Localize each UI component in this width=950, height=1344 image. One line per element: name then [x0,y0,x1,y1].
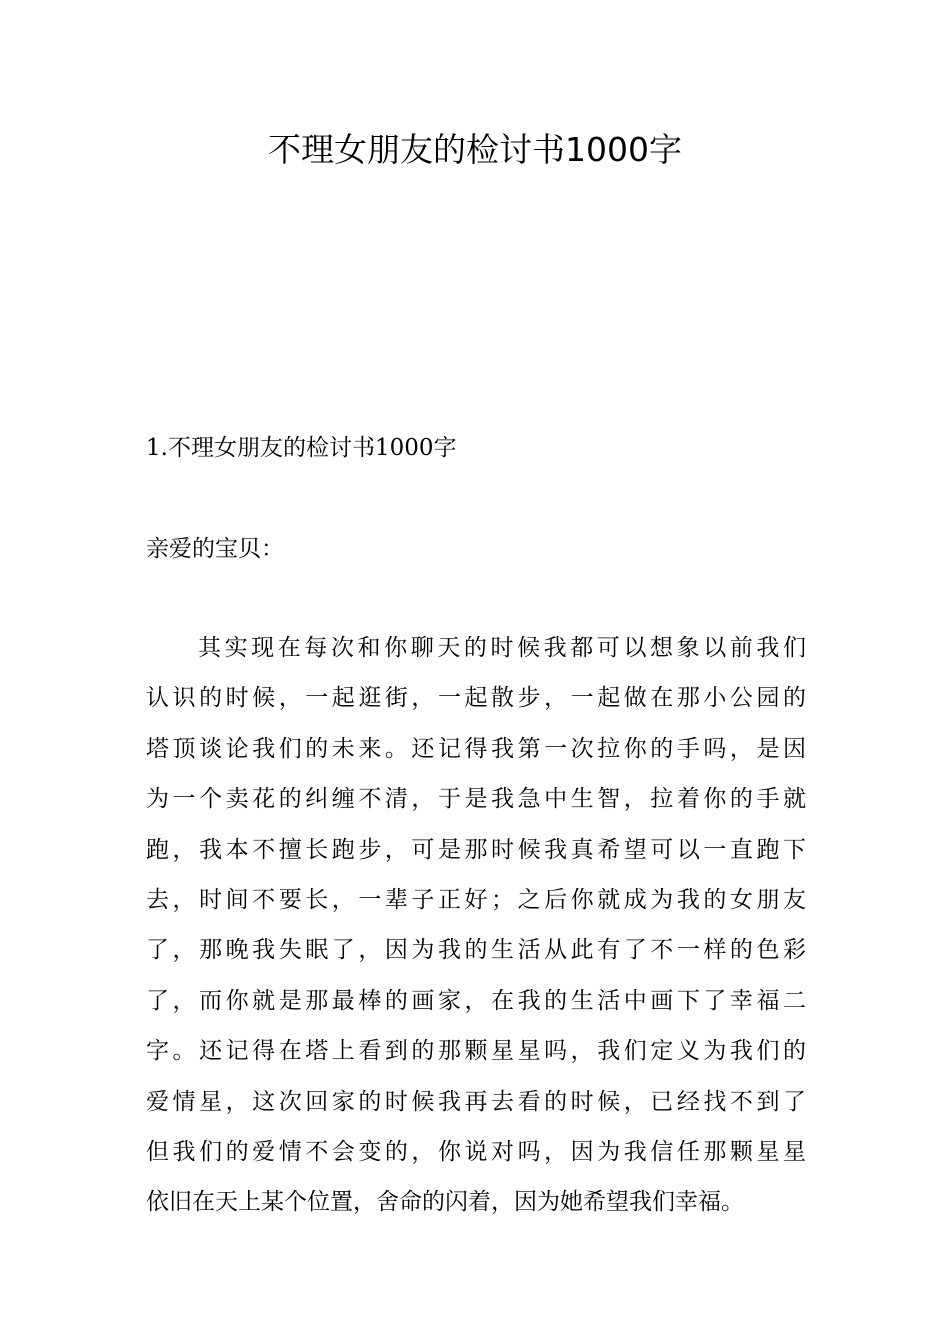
paragraph-line-5: 跑，我本不擅长跑步，可是那时候我真希望可以一直跑下 [146,836,806,863]
paragraph-line-4: 为一个卖花的纠缠不清，于是我急中生智，拉着你的手就 [146,786,806,813]
salutation: 亲爱的宝贝： [146,536,284,562]
paragraph-line-7: 了，那晚我失眠了，因为我的生活从此有了不一样的色彩 [146,937,806,964]
paragraph-line-2: 认识的时候，一起逛街，一起散步，一起做在那小公园的 [146,685,806,712]
paragraph-line-6: 去，时间不要长，一辈子正好；之后你就成为我的女朋友 [146,886,806,913]
paragraph-line-1: 其实现在每次和你聊天的时候我都可以想象以前我们 [198,635,806,661]
paragraph-line-8: 了，而你就是那最棒的画家，在我的生活中画下了幸福二 [146,987,806,1014]
paragraph-line-9: 字。还记得在塔上看到的那颗星星吗，我们定义为我们的 [146,1038,806,1065]
body-paragraph [146,626,806,1231]
paragraph-line-10: 爱情星，这次回家的时候我再去看的时候，已经找不到了 [146,1088,806,1115]
section-heading: 1.不理女朋友的检讨书1000字 [146,435,457,461]
paragraph-line-3: 塔顶谈论我们的未来。还记得我第一次拉你的手吗，是因 [146,735,806,762]
document-title: 不理女朋友的检讨书1000字 [268,130,682,169]
paragraph-line-12: 依旧在天上某个位置，舍命的闪着，因为她希望我们幸福。 [146,1189,744,1216]
paragraph-line-11: 但我们的爱情不会变的，你说对吗，因为我信任那颗星星 [146,1138,806,1165]
